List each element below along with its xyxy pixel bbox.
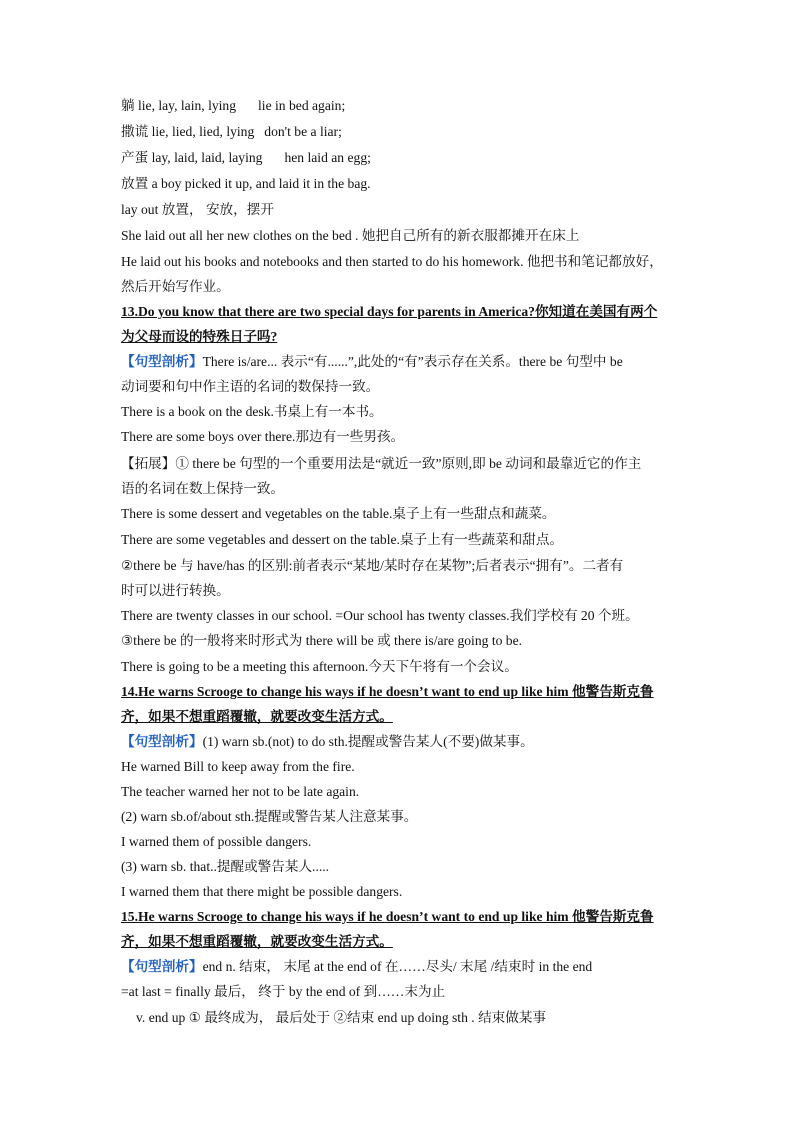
extension-text: ① there be 句型的一个重要用法是“就近一致”原则,即 be 动词和最靠近它的作主: [175, 456, 642, 471]
text-line: 动词要和句中作主语的名词的数保持一致。: [121, 379, 380, 394]
text-line: I warned them that there might be possible dangers.: [121, 884, 403, 899]
section-heading-15-cont: 齐，如果不想重蹈覆辙，就要改变生活方式。: [121, 934, 393, 949]
line-text: 躺 lie, lay, lain, lying: [121, 98, 237, 113]
line-example: hen laid an egg;: [284, 150, 371, 165]
text-line: lay out 放置， 安放，摆开: [121, 202, 274, 217]
text-line: 时可以进行转换。: [121, 583, 230, 598]
text-line: He laid out his books and notebooks and then started to do his homework. 他把书和笔记都放好，: [121, 254, 663, 269]
text-line: 放置 a boy picked it up, and laid it in the bag.: [121, 176, 371, 191]
line-example: don't be a liar;: [264, 124, 342, 139]
text-line: He warned Bill to keep away from the fire.: [121, 759, 355, 774]
text-line: (2) warn sb.of/about sth.提醒或警告某人注意某事。: [121, 809, 418, 824]
text-line: ②there be 与 have/has 的区别:前者表示“某地/某时存在某物”;后者表示“拥有”。二者有: [121, 558, 624, 573]
line-example: lie in bed again;: [258, 98, 346, 113]
text-line: There is a book on the desk.书桌上有一本书。: [121, 404, 383, 419]
extension-line: [121, 455, 688, 473]
text-line: I warned them of possible dangers.: [121, 834, 312, 849]
section-heading-14-cont: 齐，如果不想重蹈覆辙，就要改变生活方式。: [121, 709, 393, 724]
analysis-tag: 【句型剖析】: [121, 959, 203, 974]
text-line: =at last = finally 最后， 终于 by the end of 到……末为止: [121, 984, 446, 999]
analysis-tag: 【句型剖析】: [121, 734, 203, 749]
text-line: There are twenty classes in our school. =Our school has twenty classes.我们学校有 20 个班。: [121, 608, 639, 623]
analysis-line: [121, 353, 688, 371]
text-line: The teacher warned her not to be late again.: [121, 784, 360, 799]
analysis-text: (1) warn sb.(not) to do sth.提醒或警告某人(不要)做某事。: [202, 734, 534, 749]
section-heading-13: 13.Do you know that there are two special days for parents in America?你知道在美国有两个: [121, 304, 658, 319]
extension-tag: 【拓展】: [121, 456, 176, 471]
text-line-lay: [121, 149, 688, 167]
line-text: 产蛋 lay, laid, laid, laying: [121, 150, 263, 165]
text-line-lie-liar: [121, 123, 688, 141]
text-line-lie: [121, 97, 688, 115]
analysis-tag: 【句型剖析】: [121, 354, 203, 369]
text-line: She laid out all her new clothes on the bed . 她把自己所有的新衣服都摊开在床上: [121, 228, 580, 243]
section-heading-13-cont: 为父母而设的特殊日子吗?: [121, 329, 278, 344]
text-line: There is going to be a meeting this afternoon.今天下午将有一个会议。: [121, 659, 518, 674]
text-line: There are some boys over there.那边有一些男孩。: [121, 429, 405, 444]
line-text: 撒谎 lie, lied, lied, lying: [121, 124, 255, 139]
analysis-line: [121, 733, 688, 751]
text-line: (3) warn sb. that..提醒或警告某人.....: [121, 859, 330, 874]
text-line: There is some dessert and vegetables on the table.桌子上有一些甜点和蔬菜。: [121, 506, 556, 521]
text-line: 语的名词在数上保持一致。: [121, 481, 285, 496]
analysis-text: There is/are... 表示“有......”,此处的“有”表示存在关系。there be 句型中 be: [202, 354, 623, 369]
section-heading-14: 14.He warns Scrooge to change his ways if he doesn’t want to end up like him 他警告斯克鲁: [121, 684, 654, 699]
text-line: ③there be 的一般将来时形式为 there will be 或 there is/are going to be.: [121, 633, 523, 648]
analysis-text: end n. 结束， 末尾 at the end of 在……尽头/ 末尾 /结束时 in the end: [202, 959, 593, 974]
section-heading-15: 15.He warns Scrooge to change his ways if he doesn’t want to end up like him 他警告斯克鲁: [121, 909, 654, 924]
text-line-indented: v. end up ① 最终成为， 最后处于 ②结束 end up doing sth . 结束做某事: [136, 1010, 547, 1025]
text-line: There are some vegetables and dessert on the table.桌子上有一些蔬菜和甜点。: [121, 532, 564, 547]
text-line: 然后开始写作业。: [121, 279, 230, 294]
analysis-line: [121, 958, 688, 976]
